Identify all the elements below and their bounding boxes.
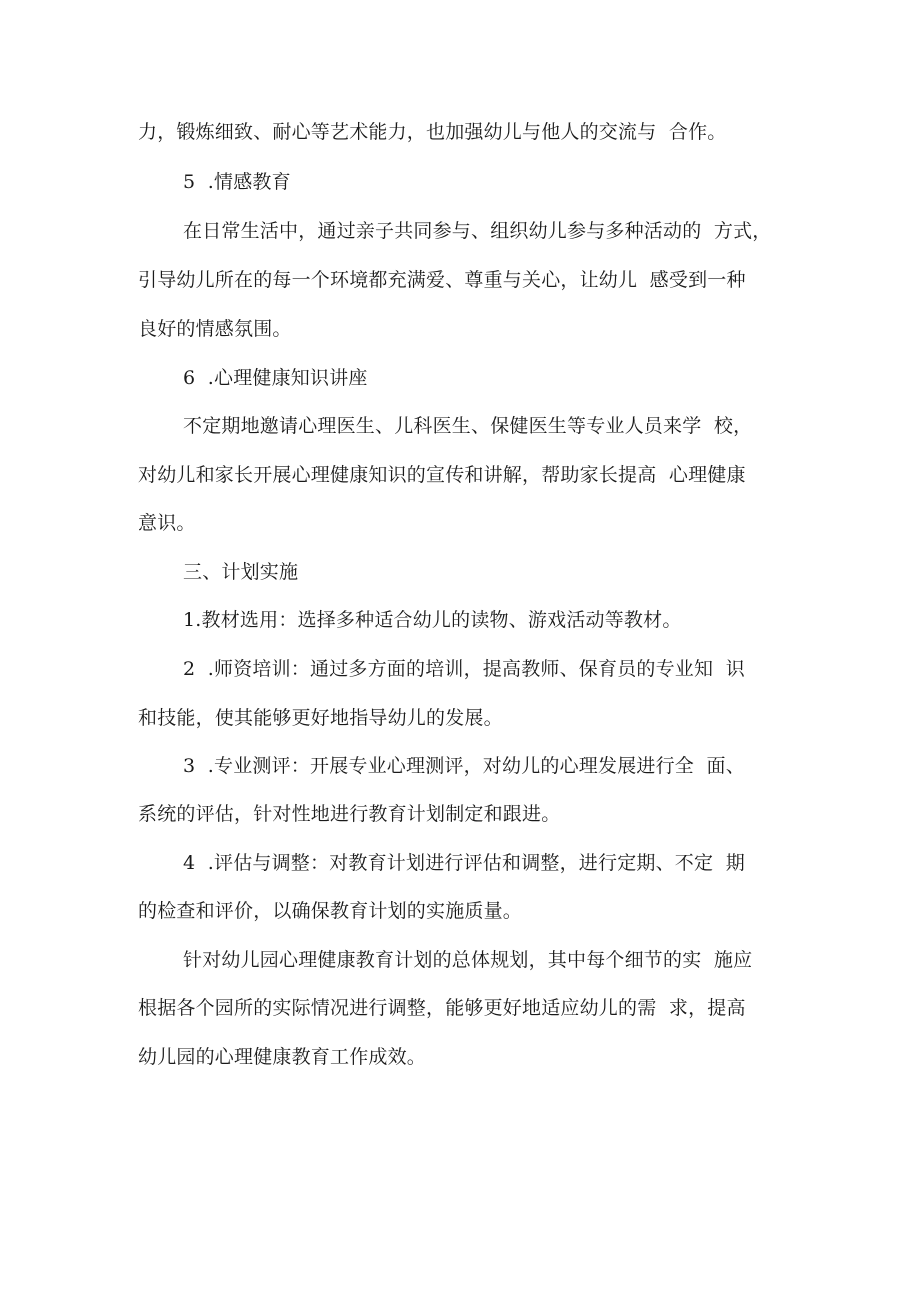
paragraph-line: 幼儿园的心理健康教育工作成效。: [138, 1046, 427, 1068]
list-item: 3 .专业测评：开展专业心理测评，对幼儿的心理发展进行全 面、: [183, 755, 745, 777]
list-item: 1.教材选用：选择多种适合幼儿的读物、游戏活动等教材。: [183, 609, 682, 631]
paragraph-line: 良好的情感氛围。: [138, 318, 292, 340]
paragraph-line: 在日常生活中，通过亲子共同参与、组织幼儿参与多种活动的 方式，: [183, 220, 772, 242]
section-heading: 5 .情感教育: [183, 171, 291, 193]
paragraph-line: 对幼儿和家长开展心理健康知识的宣传和讲解，帮助家长提高 心理健康: [138, 464, 746, 486]
paragraph-line: 意识。: [138, 512, 196, 534]
paragraph-line: 和技能，使其能够更好地指导幼儿的发展。: [138, 707, 503, 729]
list-item: 2 .师资培训：通过多方面的培训，提高教师、保育员的专业知 识: [183, 658, 745, 680]
paragraph-line: 的检查和评价，以确保教育计划的实施质量。: [138, 900, 523, 922]
paragraph-line: 引导幼儿所在的每一个环境都充满爱、尊重与关心，让幼儿 感受到一种: [138, 269, 746, 291]
paragraph-line: 根据各个园所的实际情况进行调整，能够更好地适应幼儿的需 求，提高: [138, 997, 746, 1019]
section-heading: 6 .心理健康知识讲座: [183, 367, 368, 389]
paragraph-line: 系统的评估，针对性地进行教育计划制定和跟进。: [138, 803, 561, 825]
paragraph-line: 力，锻炼细致、耐心等艺术能力，也加强幼儿与他人的交流与 合作。: [138, 121, 727, 143]
paragraph-line: 针对幼儿园心理健康教育计划的总体规划，其中每个细节的实 施应: [183, 949, 753, 971]
section-heading: 三、计划实施: [183, 561, 299, 583]
paragraph-line: 不定期地邀请心理医生、儿科医生、保健医生等专业人员来学 校，: [183, 415, 753, 437]
list-item: 4 .评估与调整：对教育计划进行评估和调整，进行定期、不定 期: [183, 852, 745, 874]
